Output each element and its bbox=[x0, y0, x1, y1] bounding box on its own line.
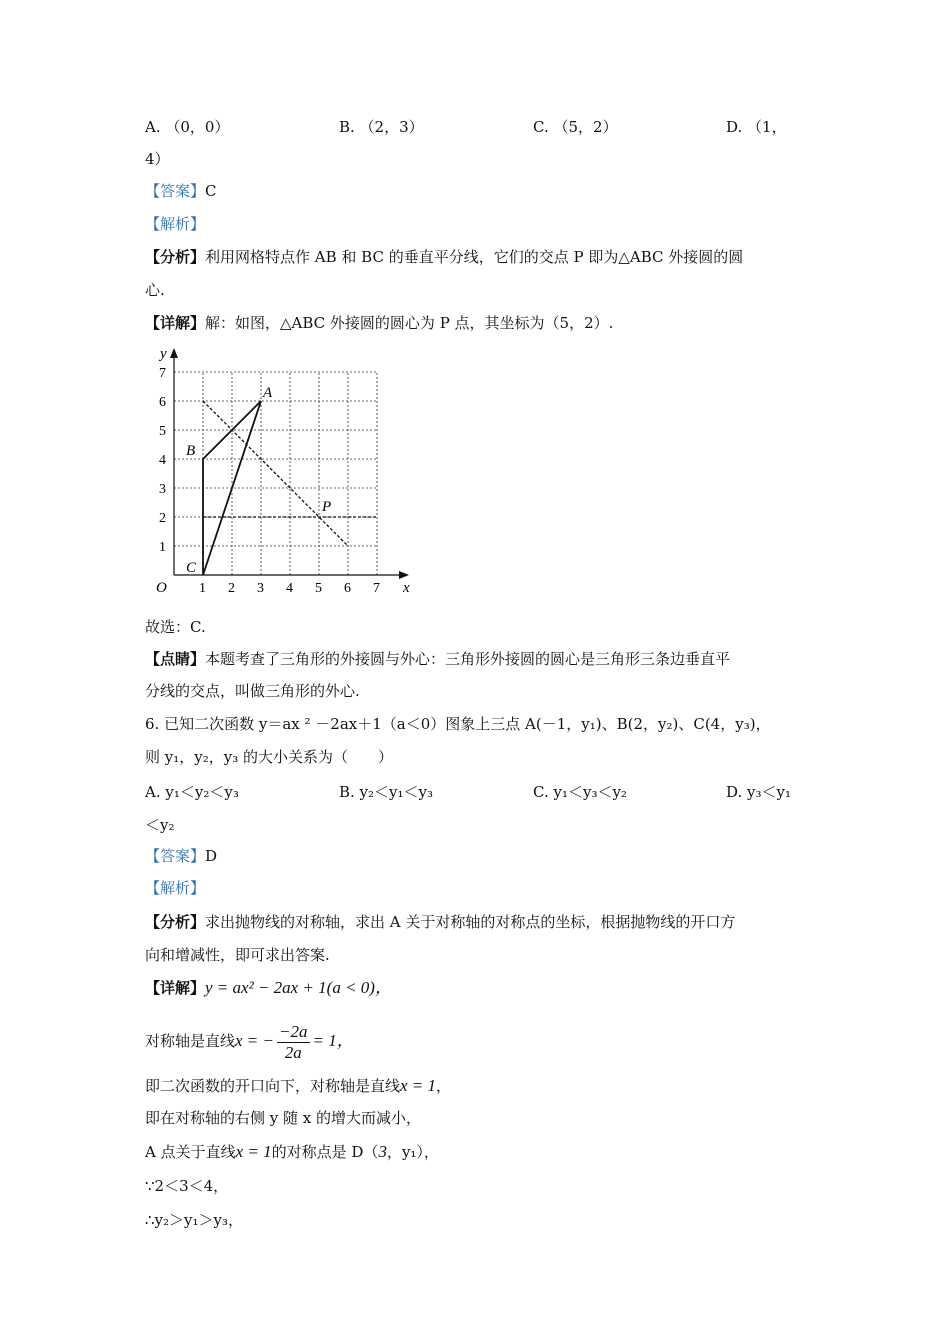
perpendicular-bisector-ab bbox=[203, 401, 348, 546]
y-tick-label: 4 bbox=[159, 453, 166, 468]
q6-stem-1: 6. 已知二次函数 y＝ax ² －2ax＋1（a＜0）图象上三点 A(－1，y₁)、B(2，y₂)、C(4，y₃)， bbox=[145, 715, 771, 733]
fenxi-text: 利用网格特点作 AB 和 BC 的垂直平分线，它们的交点 P 即为△ABC 外接圆的圆 bbox=[205, 248, 744, 266]
point-label-a: A bbox=[263, 385, 273, 401]
x-axis-label: x bbox=[403, 580, 410, 596]
xiangjie-text: 解：如图，△ABC 外接圆的圆心为 P 点，其坐标为（5，2）. bbox=[205, 314, 614, 332]
dianjing-label: 【点睛】 bbox=[145, 650, 206, 668]
y-tick-label: 2 bbox=[159, 511, 166, 526]
fenxi-label: 【分析】 bbox=[145, 248, 206, 266]
q5-xiangjie bbox=[145, 313, 613, 333]
q5-dianjing bbox=[145, 649, 730, 669]
q5-analysis-label: 【解析】 bbox=[145, 215, 206, 233]
y-axis-arrow bbox=[170, 348, 178, 358]
q5-option-b: B. （2，3） bbox=[339, 118, 424, 136]
x-tick-label: 5 bbox=[315, 581, 322, 596]
y-axis-label: y bbox=[160, 346, 167, 362]
q5-conclusion: 故选：C. bbox=[145, 618, 206, 636]
q5-option-c: C. （5，2） bbox=[533, 118, 618, 136]
fraction-numerator: −2a bbox=[279, 1021, 308, 1041]
y-tick-label: 3 bbox=[159, 482, 166, 497]
quadratic-formula: y = ax² − 2ax + 1(a < 0)， bbox=[205, 978, 392, 997]
x-tick-label: 1 bbox=[199, 581, 206, 596]
q6-option-a: A. y₁＜y₂＜y₃ bbox=[145, 783, 239, 801]
q5-option-d-cont: 4） bbox=[145, 150, 170, 168]
x-axis-arrow bbox=[399, 571, 409, 579]
y-tick-label: 5 bbox=[159, 424, 166, 439]
q6-xiangjie bbox=[145, 978, 392, 998]
y-tick-label: 1 bbox=[159, 540, 166, 555]
q6-option-b: B. y₂＜y₁＜y₃ bbox=[339, 783, 434, 801]
point-label-c: C bbox=[186, 560, 197, 576]
coordinate-grid-figure bbox=[140, 340, 430, 600]
q6-option-c: C. y₁＜y₃＜y₂ bbox=[533, 783, 627, 801]
answer-value: C bbox=[205, 182, 217, 200]
q5-answer bbox=[145, 181, 217, 201]
q6-symmetric-line bbox=[145, 1142, 439, 1162]
q6-option-d: D. y₃＜y₁ bbox=[726, 783, 792, 801]
q6-therefore: ∴y₂＞y₁＞y₃， bbox=[145, 1211, 244, 1229]
sym-mid: 的对称点是 D（ bbox=[271, 1143, 379, 1161]
x-tick-label: 4 bbox=[286, 581, 293, 596]
xiangjie-label: 【详解】 bbox=[145, 979, 206, 997]
q5-dianjing-cont: 分线的交点，叫做三角形的外心. bbox=[145, 682, 360, 700]
q6-stem-2: 则 y₁，y₂，y₃ 的大小关系为（ ） bbox=[145, 748, 393, 766]
open-text: 即二次函数的开口向下，对称轴是直线 bbox=[145, 1077, 401, 1095]
origin-label: O bbox=[156, 580, 167, 596]
q6-option-d-cont: ＜y₂ bbox=[145, 816, 175, 834]
x-tick-label: 3 bbox=[257, 581, 264, 596]
fenxi-text: 求出抛物线的对称轴，求出 A 关于对称轴的对称点的坐标，根据抛物线的开口方 bbox=[205, 913, 736, 931]
q6-open-line bbox=[145, 1076, 451, 1096]
open-end: ， bbox=[436, 1077, 452, 1095]
point-label-b: B bbox=[186, 443, 196, 459]
sym-value: 3 bbox=[378, 1142, 387, 1161]
x-tick-label: 6 bbox=[344, 581, 351, 596]
dianjing-text: 本题考查了三角形的外接圆与外心：三角形外接圆的圆心是三角形三条边垂直平 bbox=[205, 650, 731, 668]
xiangjie-label: 【详解】 bbox=[145, 314, 206, 332]
q6-answer bbox=[145, 846, 217, 866]
sym-formula: x = 1 bbox=[235, 1142, 272, 1161]
answer-label: 【答案】 bbox=[145, 847, 206, 865]
answer-value: D bbox=[205, 847, 218, 865]
q5-option-d: D. （1， bbox=[726, 118, 787, 136]
sym-prefix: A 点关于直线 bbox=[145, 1143, 236, 1161]
x-tick-label: 2 bbox=[228, 581, 235, 596]
axis-fraction bbox=[277, 1022, 309, 1063]
q6-because: ∵2＜3＜4， bbox=[145, 1177, 229, 1195]
point-label-p: P bbox=[322, 499, 332, 515]
q6-right-side-line: 即在对称轴的右侧 y 随 x 的增大而减小， bbox=[145, 1109, 422, 1127]
q5-fenxi-cont: 心. bbox=[145, 281, 165, 299]
sym-end: ，y₁）， bbox=[386, 1143, 439, 1161]
q6-axis-line bbox=[145, 1020, 354, 1063]
q6-analysis-label: 【解析】 bbox=[145, 879, 206, 897]
fraction-denominator: 2a bbox=[284, 1042, 302, 1062]
q6-fenxi-cont: 向和增减性，即可求出答案. bbox=[145, 946, 330, 964]
answer-label: 【答案】 bbox=[145, 182, 206, 200]
q5-option-a: A. （0，0） bbox=[145, 118, 230, 136]
axis-text-prefix: 对称轴是直线 bbox=[145, 1032, 236, 1050]
open-formula: x = 1 bbox=[400, 1076, 437, 1095]
fenxi-label: 【分析】 bbox=[145, 913, 206, 931]
y-tick-label: 7 bbox=[159, 366, 166, 381]
x-tick-label: 7 bbox=[373, 581, 380, 596]
q5-fenxi bbox=[145, 247, 743, 267]
axis-formula-rhs: = 1， bbox=[312, 1031, 354, 1050]
q6-fenxi bbox=[145, 912, 735, 932]
y-tick-label: 6 bbox=[159, 395, 166, 410]
axis-formula-lhs: x = − bbox=[235, 1031, 275, 1050]
